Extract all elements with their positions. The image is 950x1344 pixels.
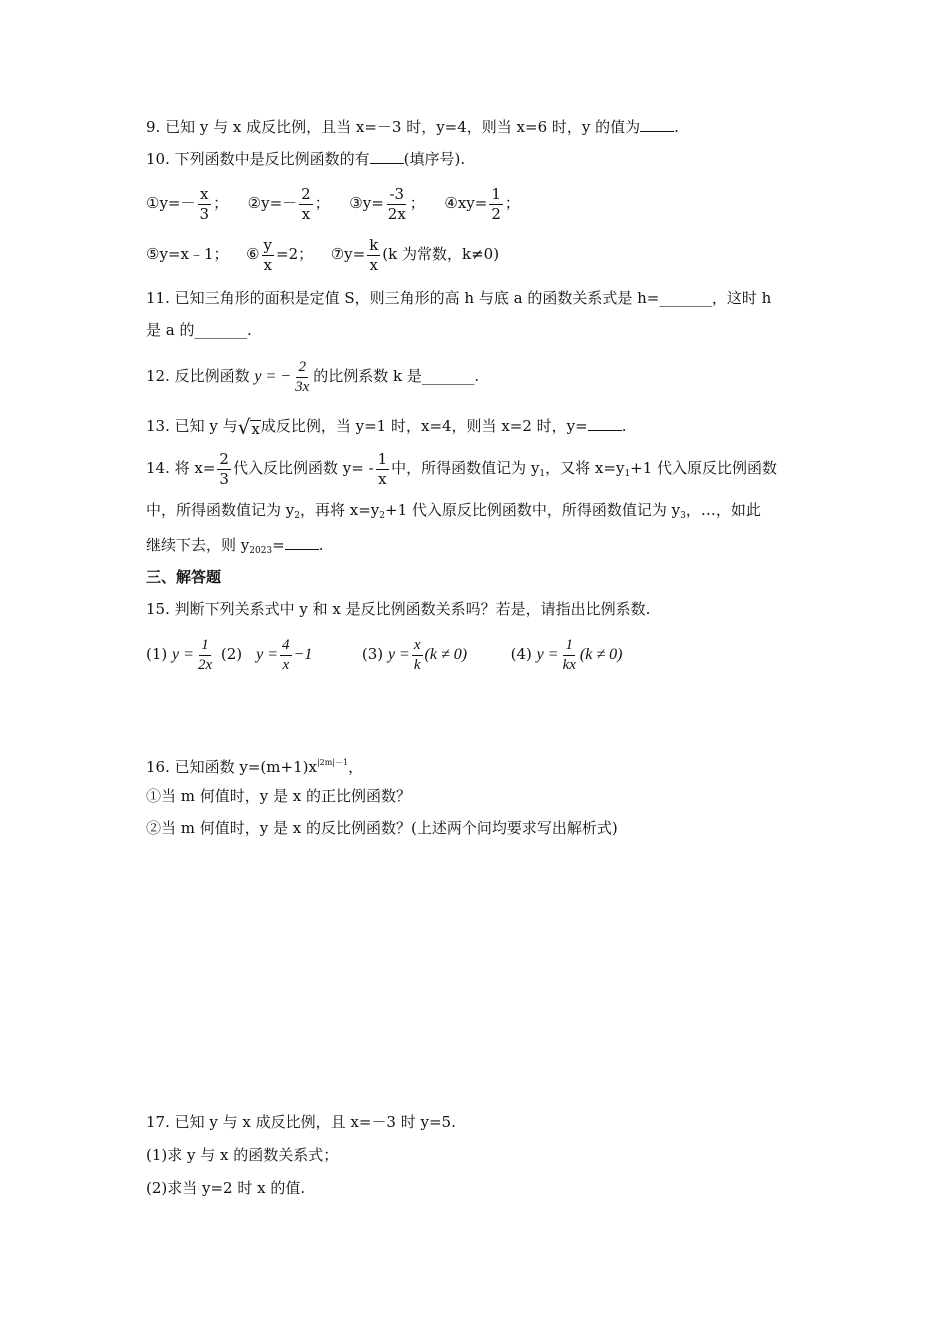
question-11-line2: 是 a 的_______. <box>146 321 252 339</box>
part-2: (2) y = $\frac{4}{x}$ −1 <box>220 636 313 673</box>
question-17-part-1: (1)求 y 与 x 的函数关系式； <box>146 1146 339 1164</box>
question-17: 17. 已知 y 与 x 成反比例，且 x=－3 时 y=5. <box>146 1113 456 1131</box>
question-16-part-1: ①当 m 何值时，y 是 x 的正比例函数？ <box>146 787 411 805</box>
option-4: ④xy= $\frac{1}{2}$ ； <box>444 184 520 223</box>
answer-blank <box>285 535 319 550</box>
question-15-parts <box>146 632 622 677</box>
part-3: (3) y = $\frac{x}{k}$ (k ≠ 0) <box>361 636 468 673</box>
question-10: 10. 下列函数中是反比例函数的有 (填序号). <box>146 150 466 168</box>
answer-blank <box>588 416 622 431</box>
answer-blank <box>370 149 404 164</box>
question-15: 15. 判断下列关系式中 y 和 x 是反比例函数关系吗？若是，请指出比例系数. <box>146 600 651 618</box>
question-9: 9. 已知 y 与 x 成反比例，且当 x=－3 时，y=4，则当 x=6 时，y 的值为 . <box>146 118 679 136</box>
option-1: ①y=－ $\frac{x}{3}$ ； <box>146 184 229 223</box>
answer-blank <box>640 117 674 132</box>
question-16-part-2: ②当 m 何值时，y 是 x 的反比例函数？(上述两个问均要求写出解析式) <box>146 819 618 837</box>
question-16: 16. 已知函数 $y=(m+1)x^{|2m|-1}$， <box>146 758 364 776</box>
section-heading: 三、解答题 <box>146 568 222 586</box>
part-4: (4) y = $\frac{1}{kx}$ (k ≠ 0) <box>510 636 623 673</box>
question-10-options-row1 <box>146 183 520 223</box>
sqrt-symbol: √ x <box>237 415 260 439</box>
option-3: ③y= $\frac{-3}{2x}$ ； <box>349 184 425 223</box>
question-14-line2: 中，所得函数值记为 $y_2$，再将 $x=y_2+1$ 代入原反比例函数中，所得函数值记为 $y_3$，…，如此 <box>146 501 761 521</box>
option-7: ⑦y= $\frac{k}{x}$ (k 为常数，k≠0) <box>330 235 500 274</box>
option-6: ⑥ $\frac{y}{x}$ =2； <box>246 235 314 274</box>
question-12: 12. 反比例函数 y = − $\frac{2}{3x}$ 的比例系数 k 是_______. <box>146 358 480 395</box>
option-2: ②y=－ $\frac{2}{x}$ ； <box>247 184 330 223</box>
question-17-part-2: (2)求当 y=2 时 x 的值. <box>146 1179 306 1197</box>
part-1: (1) y = $\frac{1}{2x}$ <box>146 636 213 673</box>
question-14-line1: 14. 将 x= $\frac{2}{3}$ 代入反比例函数 y= - $\frac{1}{x}$ 中，所得函数值记为 $y_1$，又将 $x=y_1+1$ 代入原反比例函数 <box>146 449 778 488</box>
question-14-line3: 继续下去，则 $y_{2023}=$ . <box>146 536 324 556</box>
question-10-options-row2 <box>146 234 499 274</box>
question-13: 13. 已知 y 与 √ x 成反比例，当 y=1 时，x=4，则当 x=2 时，y= . <box>146 415 627 439</box>
option-5: ⑤y=x﹣1； <box>146 245 229 263</box>
question-11-line1: 11. 已知三角形的面积是定值 S，则三角形的高 h 与底 a 的函数关系式是 h=_______，这时 h <box>146 289 772 307</box>
